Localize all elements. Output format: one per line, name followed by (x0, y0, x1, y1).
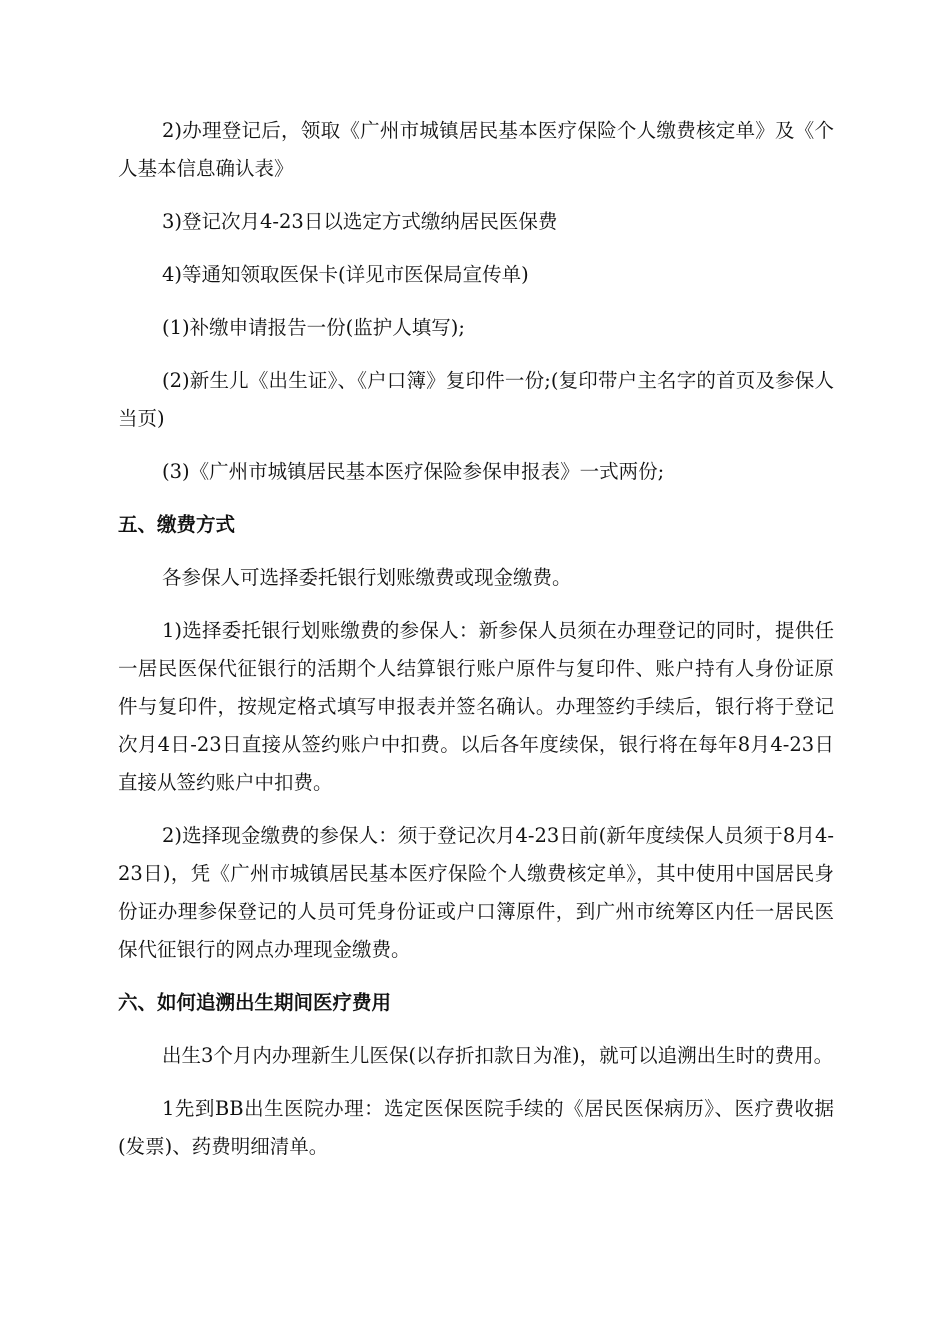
paragraph: 出生3个月内办理新生儿医保(以存折扣款日为准)，就可以追溯出生时的费用。 (162, 1044, 834, 1067)
section-heading: 六、如何追溯出生期间医疗费用 (118, 991, 392, 1014)
paragraph: 1)选择委托银行划账缴费的参保人：新参保人员须在办理登记的同时，提供任一居民医保代征银行的活期个人结算银行账户原件与复印件、账户持有人身份证原件与复印件，按规定格式填写申报表并签名确认。办理签约手续后，银行将于登记次月4日-23日直接从签约账户中扣费。以后各年度续保，银行将在每年8月4-23日直接从签约账户中扣费。 (118, 619, 834, 794)
paragraph: 各参保人可选择委托银行划账缴费或现金缴费。 (162, 566, 572, 589)
paragraph: 2)办理登记后，领取《广州市城镇居民基本医疗保险个人缴费核定单》及《个人基本信息确认表》 (118, 119, 834, 180)
paragraph: 2)选择现金缴费的参保人：须于登记次月4-23日前(新年度续保人员须于8月4-23日)，凭《广州市城镇居民基本医疗保险个人缴费核定单》，其中使用中国居民身份证办理参保登记的人员可凭身份证或户口簿原件，到广州市统筹区内任一居民医保代征银行的网点办理现金缴费。 (118, 824, 834, 961)
paragraph: 3)登记次月4-23日以选定方式缴纳居民医保费 (162, 210, 558, 233)
paragraph: (2)新生儿《出生证》、《户口簿》复印件一份;(复印带户主名字的首页及参保人当页) (118, 369, 834, 430)
section-heading: 五、缴费方式 (118, 513, 236, 536)
paragraph: 1先到BB出生医院办理：选定医保医院手续的《居民医保病历》、医疗费收据(发票)、药费明细清单。 (118, 1097, 834, 1158)
document-page (118, 112, 834, 1181)
paragraph: (3)《广州市城镇居民基本医疗保险参保申报表》一式两份; (162, 460, 665, 483)
paragraph: 4)等通知领取医保卡(详见市医保局宣传单) (162, 263, 529, 286)
paragraph: (1)补缴申请报告一份(监护人填写); (162, 316, 465, 339)
